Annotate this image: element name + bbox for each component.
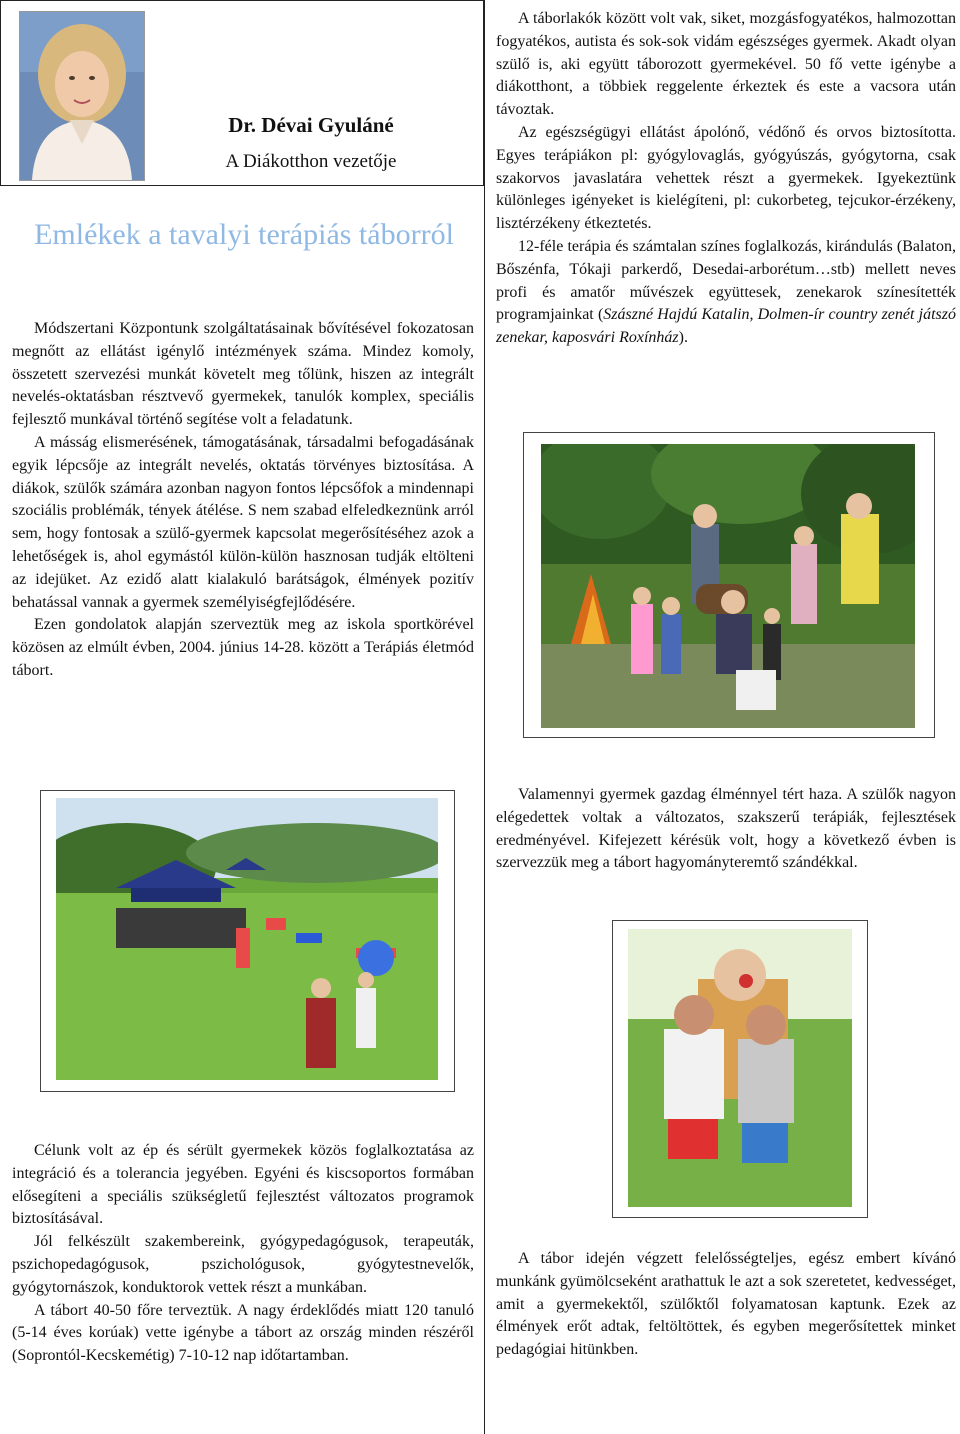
author-box (0, 0, 484, 186)
paragraph: A tábort 40-50 főre terveztük. A nagy érdeklődés miatt 120 tanuló (5-14 éves korúak) vette igénybe a tábort az ország minden részéről (Soprontól-Kecskemétig) 7-10-12 nap időtartamban. (12, 1301, 474, 1365)
paragraph: Célunk volt az ép és sérült gyermekek közös foglalkoztatása az integráció és a tolerancia jegyében. Egyéni és kiscsoportos formában elősegíteni a speciális szükségletű fejlesztést változatos programok biztosításával. (12, 1142, 474, 1228)
left-column-top-text (12, 318, 474, 683)
paragraph: A másság elismerésének, támogatásának, társadalmi befogadásának egyik lépcsője az integrált nevelés, oktatás törvényes biztosítása. A diákok, szülők számára azonban nagyon fontos lépcsőfok a mindennapi szociális problémák, tények átélése. S nem szabad elfeledkeznünk arról sem, hogy fontosak a szülő-gyermek kapcsolat megerősítéséhez azok a lehetőségek is, ahol egymástól külön-külön hasznosan tudják eltölteni az idejüket. Az ezidő alatt kialakuló barátságok, élmények pozitív behatással vannak a gyermek személyiségfejlődésére. (12, 433, 474, 611)
left-column-bottom-text (12, 1140, 474, 1368)
article-title: Emlékek a tavalyi terápiás táborról (34, 218, 454, 251)
paragraph: A táborlakók között volt vak, siket, mozgásfogyatékos, halmozottan fogyatékos, autista és sok-sok vidám egészséges gyermek. Akadt olyan szülő is, aki együtt táborozott gyermekével. 50 fő vette igénybe a diákotthont, a többiek reggelente érkeztek és este a vacsora után távoztak. (496, 10, 956, 119)
paragraph: A tábor idején végzett felelősségteljes, egész embert kívánó munkánk gyümölcseként arathattuk le azt a sok szeretetet, kedvességet, amit a gyermekektől, szülőktől folyamatosan kaptunk. Ezek az élmények erőt adtak, feltöltöttek, és egyben megerősítettek minket pedagógiai hitünkben. (496, 1250, 956, 1359)
author-name: Dr. Dévai Gyuláné (228, 113, 394, 137)
music-campfire-photo (541, 444, 915, 728)
paragraph: Valamennyi gyermek gazdag élménnyel tért haza. A szülők nagyon elégedettek voltak a változatos, szakszerű terápiák, fejlesztések eredményével. Kifejezett kérésük volt, hogy a következő évben is szervezzük meg a tábort hagyományteremtő szándékkal. (496, 786, 956, 872)
park-tents-photo (56, 798, 438, 1080)
column-divider (484, 0, 485, 1434)
right-column-bottom-text (496, 1248, 956, 1362)
author-portrait (19, 11, 145, 181)
paragraph: Módszertani Központunk szolgáltatásainak bővítésével fokozatosan megnőtt az ellátást igénylő intézmények száma. Mindez komoly, összetett szervezési munkát követelt meg tőlünk, hiszen az integrált nevelés-oktatásban résztvevő gyermekek, tanulók komplex, speciális fejlesztő munkával történő segítése volt a feladatunk. (12, 320, 474, 429)
paragraph: 12-féle terápia és számtalan színes foglalkozás, kirándulás (Balaton, Bőszénfa, Tókaji parkerdő, Desedai-arborétum…stb) mellett neves profi és amatőr művészek együttesek, zenekarok színesítették programjainkat (Szászné Hajdú Katalin, Dolmen-ír country zenét játszó zenekar, kaposvári Roxínház). (496, 237, 956, 347)
clown-children-photo (628, 929, 852, 1207)
right-column-top-text (496, 8, 956, 350)
paragraph: Az egészségügyi ellátást ápolónő, védőnő és orvos biztosította. Egyes terápiákon pl: gyógylovaglás, gyógyúszás, gyógytorna, csak szakorvos javaslatára vehettek részt a gyermekek. Igyekeztünk különleges igényeket is kielégíteni, pl: cukorbeteg, tejcukor-érzékeny, lisztérzékeny étkeztetés. (496, 123, 956, 233)
paragraph: Ezen gondolatok alapján szerveztük meg az iskola sportkörével közösen az elmúlt évben, 2004. június 14-28. között a Terápiás életmód tábort. (12, 616, 474, 679)
author-role: A Diákotthon vezetője (225, 151, 397, 172)
paragraph: Jól felkészült szakembereink, gyógypedagógusok, terapeuták, pszichopedagógusok, pszichológusok, gyógytestnevelők, gyógytornászok, konduktorok vettek részt a munkában. (12, 1233, 474, 1296)
right-column-mid-text (496, 784, 956, 875)
